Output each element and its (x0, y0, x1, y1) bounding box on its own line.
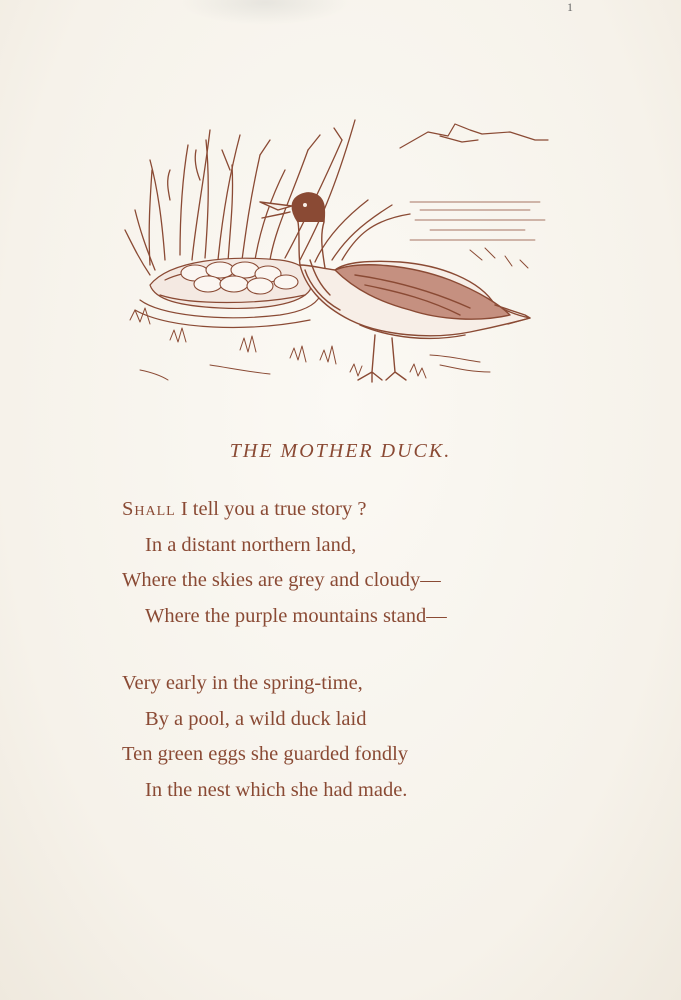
stanza-1-line-3: Where the skies are grey and cloudy— (122, 569, 441, 591)
stanza-2-line-4: In the nest which she had made. (145, 778, 408, 801)
reeds (125, 120, 410, 275)
page-stain (180, 0, 350, 25)
corner-mark: 1 (567, 0, 573, 14)
stanza-1-line-1-rest: I tell you a true story ? (175, 498, 367, 520)
hills (400, 124, 548, 148)
stanza-2-line-1: Very early in the spring-time, (122, 672, 363, 694)
stanza-2 (122, 666, 408, 808)
poem-title: THE MOTHER DUCK. (229, 440, 452, 462)
drop-word: Shall (122, 498, 176, 520)
stanza-1 (122, 492, 447, 634)
stanza-1-line-1 (122, 492, 447, 528)
stanza-1-line-2: In a distant northern land, (145, 533, 357, 556)
water-lines (410, 202, 545, 240)
stanza-1-line-4: Where the purple mountains stand— (145, 604, 447, 627)
stanza-2-line-2: By a pool, a wild duck laid (145, 707, 367, 730)
stanza-2-line-3: Ten green eggs she guarded fondly (122, 743, 409, 765)
duck-illustration (110, 110, 550, 400)
